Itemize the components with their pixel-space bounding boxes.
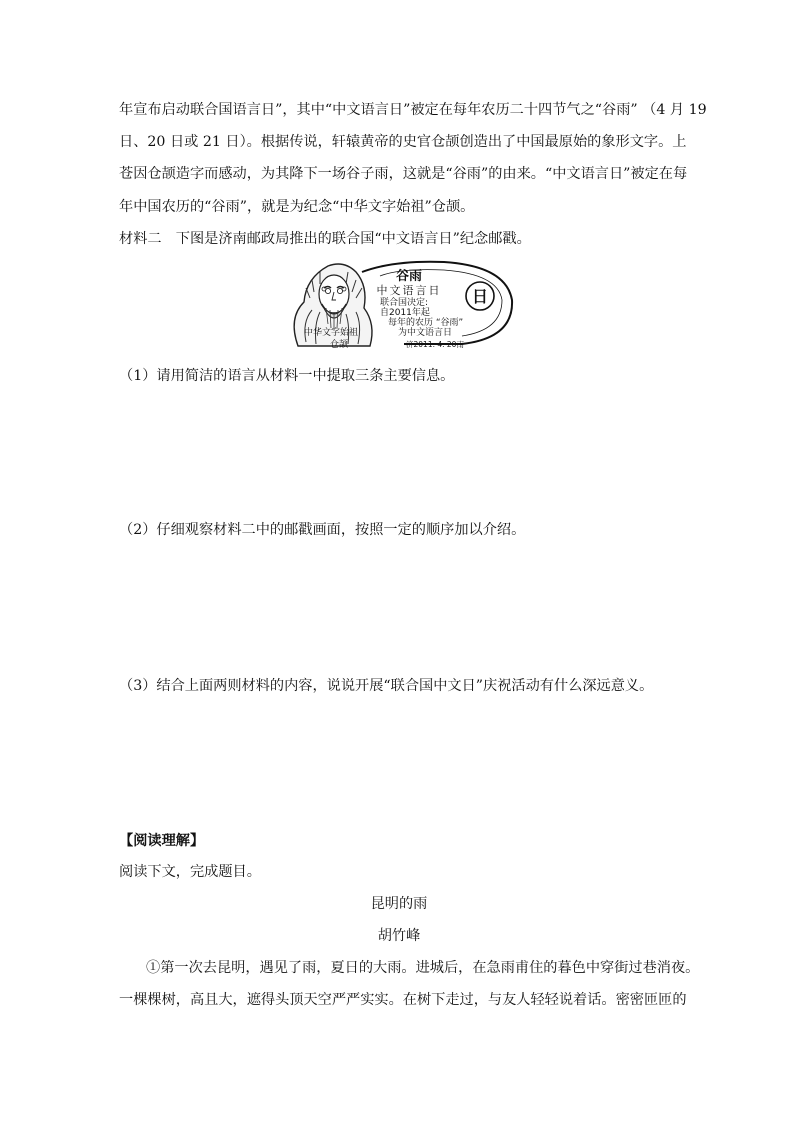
question-3: （3）结合上面两则材料的内容，说说开展“联合国中文日”庆祝活动有什么深远意义。 bbox=[119, 678, 654, 694]
article-author: 胡竹峰 bbox=[377, 928, 421, 944]
stamp-text-line-4: 为中文语言日 bbox=[398, 328, 453, 338]
question-2: （2）仔细观察材料二中的邮戳画面，按照一定的顺序加以介绍。 bbox=[119, 522, 526, 538]
stamp-text-line-3: 每年的农历 “谷雨” bbox=[388, 318, 464, 328]
stamp-date: 济2011. 4. 20南 bbox=[406, 340, 464, 349]
stamp-title: 谷雨 bbox=[395, 269, 423, 284]
commemorative-postmark-image bbox=[284, 258, 516, 350]
article-paragraph-line-1: ①第一次去昆明，遇见了雨，夏日的大雨。进城后，在急雨甫住的暮色中穿街过巷消夜。 bbox=[146, 960, 700, 976]
stamp-left-caption-2: 仓颉 bbox=[330, 340, 349, 350]
article-title: 昆明的雨 bbox=[370, 896, 428, 912]
stamp-subtitle: 中文语言日 bbox=[376, 284, 442, 297]
emblem-icon bbox=[466, 282, 494, 310]
stamp-text-line-2: 自2011年起 bbox=[380, 308, 430, 318]
material1-line-2: 日、20 日或 21 日）。根据传说，轩辕黄帝的史官仓颉创造出了中国最原始的象形文字。上 bbox=[119, 134, 687, 150]
emblem-glyph: 日 bbox=[471, 287, 489, 306]
reading-instruction: 阅读下文，完成题目。 bbox=[119, 864, 261, 880]
material1-line-4: 年中国农历的“谷雨”，就是为纪念“中华文字始祖”仓颉。 bbox=[119, 199, 475, 215]
material1-line-1: 年宣布启动联合国语言日”，其中“中文语言日”被定在每年农历二十四节气之“谷雨” （4 月 19 bbox=[119, 102, 707, 118]
reading-section-title: 【阅读理解】 bbox=[119, 833, 205, 849]
article-paragraph-line-2: 一棵棵树，高且大，遮得头顶天空严严实实。在树下走过，与友人轻轻说着话。密密匝匝的 bbox=[119, 992, 687, 1008]
material2-intro: 材料二 下图是济南邮政局推出的联合国“中文语言日”纪念邮戳。 bbox=[119, 231, 531, 247]
stamp-left-caption-1: 中华文字始祖 bbox=[304, 328, 359, 338]
question-1: （1）请用简洁的语言从材料一中提取三条主要信息。 bbox=[119, 368, 455, 384]
material1-line-3: 苍因仓颉造字而感动，为其降下一场谷子雨，这就是“谷雨”的由来。“中文语言日”被定在每 bbox=[119, 166, 688, 182]
stamp-text-line-1: 联合国决定: bbox=[380, 298, 429, 308]
